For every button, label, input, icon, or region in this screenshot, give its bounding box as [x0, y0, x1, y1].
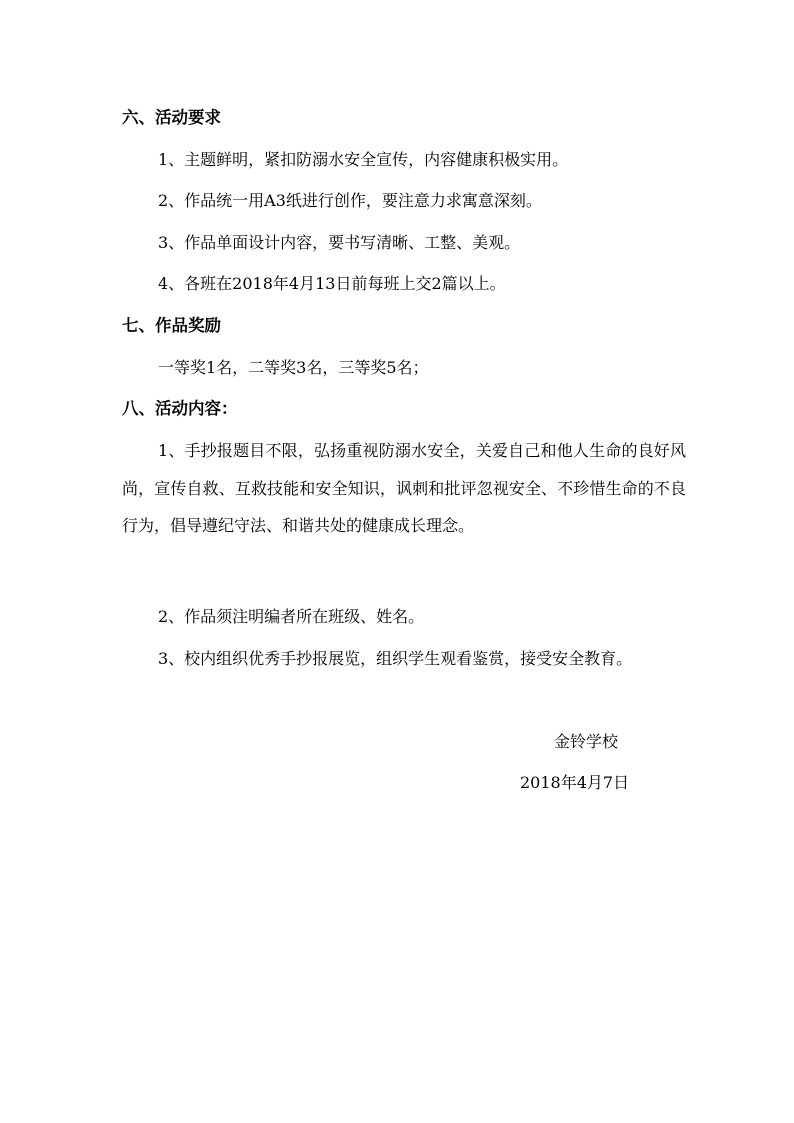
signature-school: 金铃学校: [554, 732, 619, 751]
section-8-item-3: 3、校内组织优秀手抄报展览，组织学生观看鉴赏，接受安全教育。: [158, 649, 633, 668]
section-6-item-3: 3、作品单面设计内容，要书写清晰、工整、美观。: [158, 233, 521, 252]
section-6-item-2: 2、作品统一用A3纸进行创作，要注意力求寓意深刻。: [158, 191, 542, 210]
section-7-heading: 七、作品奖励: [122, 316, 221, 335]
signature-date: 2018年4月7日: [520, 773, 630, 792]
section-8-item-2: 2、作品须注明编者所在班级、姓名。: [158, 607, 425, 626]
section-6-item-4: 4、各班在2018年4月13日前每班上交2篇以上。: [158, 274, 506, 293]
section-6-item-1: 1、主题鲜明，紧扣防溺水安全宣传，内容健康积极实用。: [158, 150, 569, 169]
section-8-heading: 八、活动内容：: [122, 399, 238, 418]
section-6-heading: 六、活动要求: [122, 108, 221, 127]
section-7-awards: 一等奖1名，二等奖3名，三等奖5名；: [158, 358, 429, 377]
section-8-item-1: 1、手抄报题目不限，弘扬重视防溺水安全，关爱自己和他人生命的良好风尚，宣传自救、互救技能和安全知识，讽刺和批评忽视安全、不珍惜生命的不良行为，倡导遵纪守法、和谐共处的健康成长理念。: [122, 441, 686, 535]
